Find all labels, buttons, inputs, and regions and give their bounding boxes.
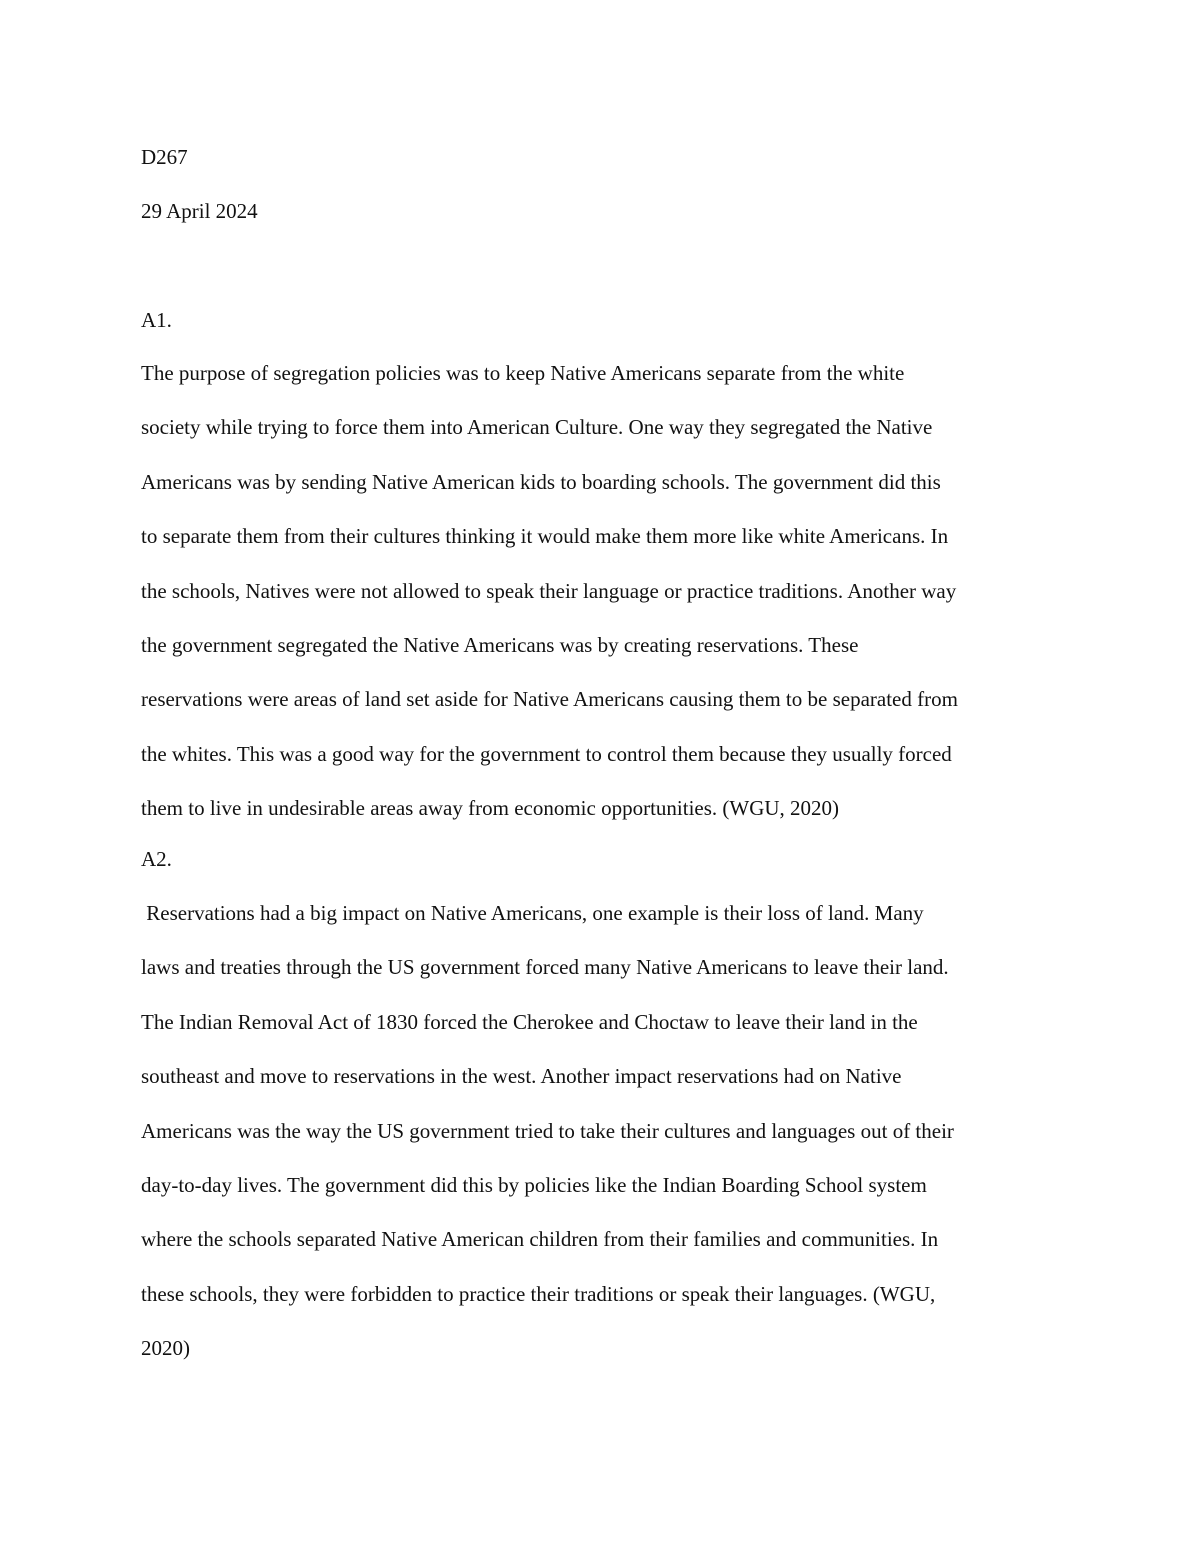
section-body-a2	[141, 901, 1071, 1391]
paragraph-line: The purpose of segregation policies was to keep Native Americans separate from the white	[141, 361, 905, 385]
paragraph-line: where the schools separated Native American children from their families and communities. In	[141, 1227, 939, 1252]
paragraph-line: day-to-day lives. The government did this by policies like the Indian Boarding School system	[141, 1172, 927, 1197]
section-body-a1	[141, 361, 1071, 851]
paragraph-line: 2020)	[141, 1336, 190, 1361]
section-heading-a1: A1.	[141, 308, 172, 332]
paragraph-line: the schools, Natives were not allowed to speak their language or practice traditions. Another way	[141, 578, 957, 603]
paragraph-line: the government segregated the Native Americans was by creating reservations. These	[141, 632, 859, 657]
paragraph-line: society while trying to force them into American Culture. One way they segregated the Native	[141, 415, 933, 440]
document-date: 29 April 2024	[141, 199, 258, 223]
paragraph-line: reservations were areas of land set aside for Native Americans causing them to be separated from	[141, 687, 958, 712]
paragraph-line: Americans was the way the US government tried to take their cultures and languages out of their	[141, 1118, 954, 1143]
paragraph-line: Reservations had a big impact on Native Americans, one example is their loss of land. Many	[141, 901, 924, 925]
course-code: D267	[141, 145, 188, 169]
paragraph-line: laws and treaties through the US government forced many Native Americans to leave their land.	[141, 955, 949, 980]
paragraph-line: The Indian Removal Act of 1830 forced the Cherokee and Choctaw to leave their land in the	[141, 1009, 918, 1034]
paragraph-line: southeast and move to reservations in the west. Another impact reservations had on Native	[141, 1064, 902, 1089]
section-heading-a2: A2.	[141, 847, 172, 871]
paragraph-line: to separate them from their cultures thinking it would make them more like white Americans. In	[141, 524, 949, 549]
paragraph-line: them to live in undesirable areas away from economic opportunities. (WGU, 2020)	[141, 796, 840, 821]
paragraph-line: the whites. This was a good way for the government to control them because they usually forced	[141, 741, 952, 766]
paragraph-line: Americans was by sending Native American kids to boarding schools. The government did this	[141, 469, 941, 494]
paragraph-line: these schools, they were forbidden to practice their traditions or speak their languages. (WGU,	[141, 1281, 936, 1306]
